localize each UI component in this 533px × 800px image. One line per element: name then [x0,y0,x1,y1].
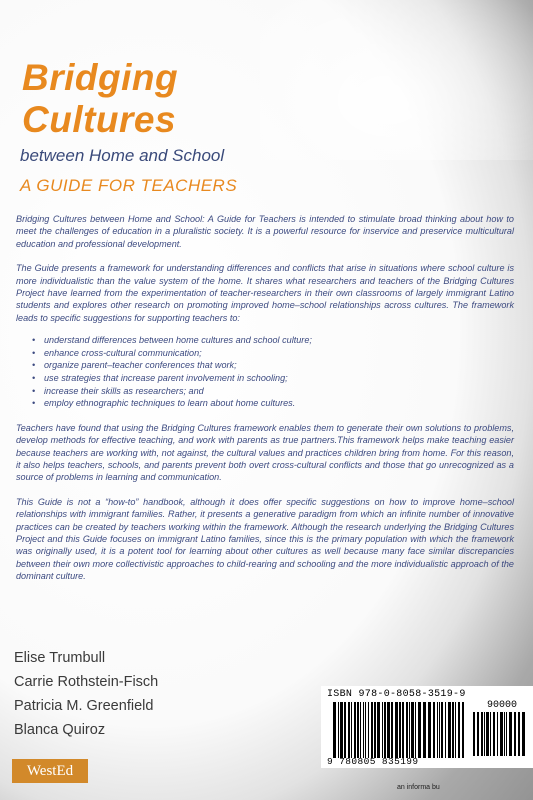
subtitle: between Home and School [20,146,225,165]
list-item-text: understand differences between home cultures and school culture; [44,335,312,346]
author-name: Carrie Rothstein-Fisch [14,674,159,690]
list-item [16,359,514,372]
list-item-text: use strategies that increase parent involvement in schooling; [44,373,288,384]
bullet-icon: • [32,347,36,358]
blurb-paragraph-1: Bridging Cultures between Home and School: A Guide for Teachers is intended to stimulate broad thinking about how to meet the challenges of education in a pluralistic society. It is a powerful resource for inservice and preservice multicultural education and professional development. [16,214,514,249]
title-line-1: Bridging [22,57,179,98]
blurb-paragraph-2: The Guide presents a framework for understanding differences and conflicts that arise in situations where school culture is more individualistic than the value system of the home. It shares what researchers and teachers of the Bridging Cultures Project have learned from the experimentation of teacher-researchers in their own classrooms of largely immigrant Latino students and explores other research on promoting improved home–school relationships across cultures. The framework leads to specific suggestions for supporting teachers to: [16,263,514,323]
list-item-text: employ ethnographic techniques to learn about home cultures. [44,398,296,409]
author-name: Blanca Quiroz [14,722,106,738]
footer-text: an informa bu [397,784,440,791]
list-item [16,385,514,398]
blurb-paragraph-3: Teachers have found that using the Bridging Cultures framework enables them to generate their own solutions to problems, develop methods for effective teaching, and work with parents as true partners.This framework helps make teaching easier because teachers are working with, not against, the cultural values and practices children bring from home. For this reason, it also helps teachers, schools, and parents prevent both overt cross-cultural conflicts and those that go unrecognized as a source of problems in learning and communication. [16,422,514,483]
list-item-text: enhance cross-cultural communication; [44,347,202,358]
barcode [321,686,533,768]
list-item [16,397,514,410]
ean-digits: 9 780805 835199 [327,756,419,767]
bullet-icon: • [32,360,36,371]
blurb-paragraph-4: This Guide is not a “how-to” handbook, although it does offer specific suggestions on how to improve home–school relationships with immigrant families. Rather, it presents a generative paradigm from which an infinite number of innovative practices can be created by teachers working within the framework. Although the research underlying the Bridging Cultures Project and this Guide focuses on immigrant Latino families, since this is the primary population with which the framework was originally used, it is a potent tool for learning about other cultures as well because many face similar discrepancies between their own more collectivistic approaches to child-rearing and schooling and the more individualistic approach of the dominant culture. [16,496,514,582]
publisher-logo: WestEd [12,759,88,783]
cover-highlight [260,0,533,160]
blurb [16,213,514,595]
addon-digits: 90000 [487,700,518,711]
addon-bars-icon [473,712,525,756]
guide-label: A GUIDE FOR TEACHERS [20,176,238,195]
author-name: Elise Trumbull [14,650,106,666]
suggestion-list [16,334,514,410]
list-item [16,372,514,385]
author-list [14,646,158,742]
list-item-text: organize parent–teacher conferences that work; [44,360,237,371]
bullet-icon: • [32,373,36,384]
author-name: Patricia M. Greenfield [14,698,154,714]
isbn-text: ISBN 978-0-8058-3519-9 [327,689,466,700]
list-item-text: increase their skills as researchers; and [44,385,204,396]
bullet-icon: • [32,385,36,396]
bullet-icon: • [32,398,36,409]
list-item [16,334,514,347]
bullet-icon: • [32,335,36,346]
barcode-bars-icon [333,702,467,758]
title-line-2: Cultures [22,99,177,140]
list-item [16,347,514,360]
